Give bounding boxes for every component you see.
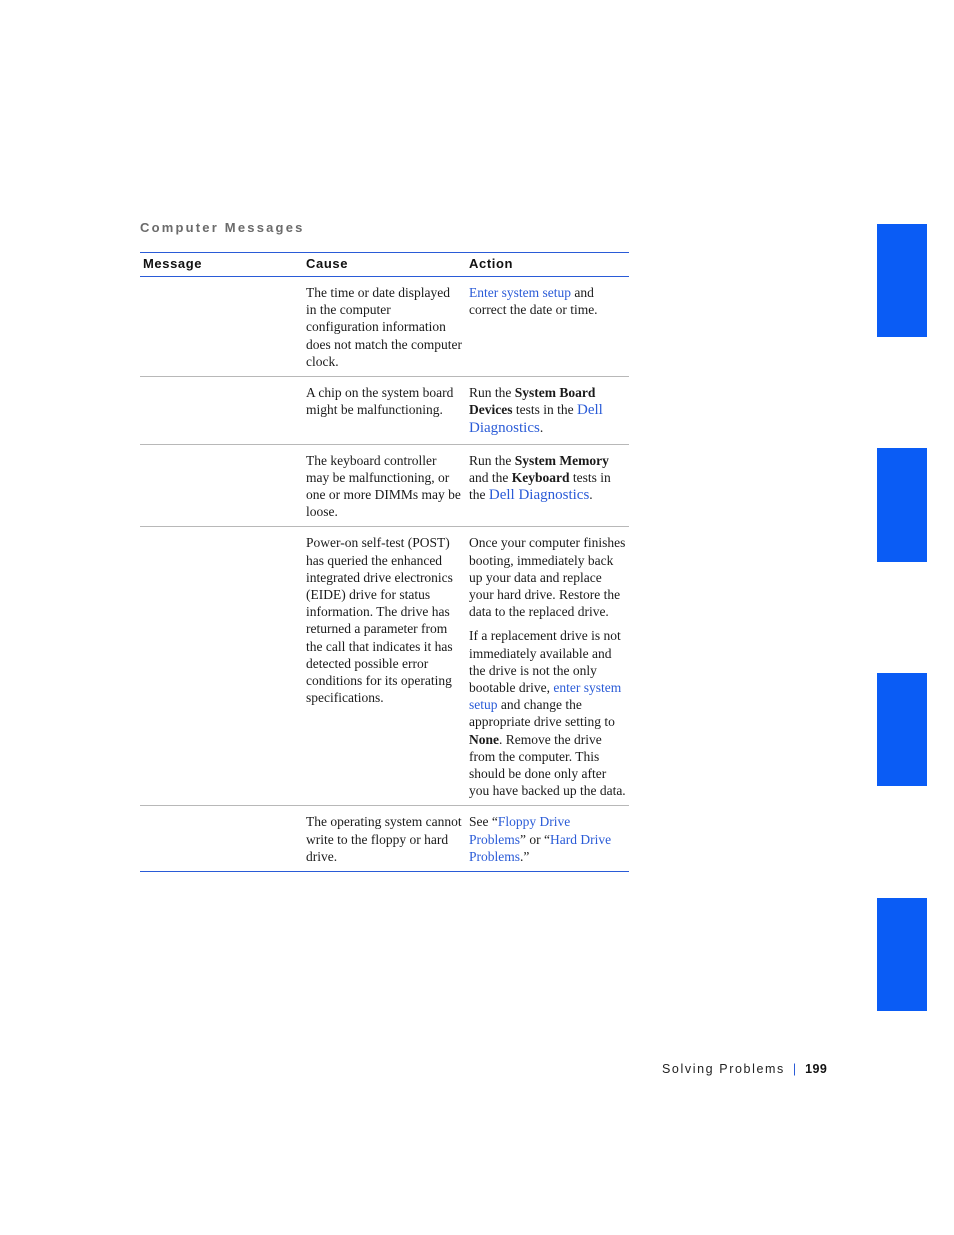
page-footer bbox=[662, 1062, 827, 1076]
table-row bbox=[140, 277, 629, 377]
table-row bbox=[140, 444, 629, 527]
test-name: System Memory bbox=[514, 452, 609, 468]
side-tab-marker bbox=[877, 898, 927, 1011]
action-text: and change the appropriate drive setting to bbox=[469, 697, 615, 730]
message-cell bbox=[140, 806, 303, 872]
cause-cell: The time or date displayed in the computer configuration information does not match the computer clock. bbox=[306, 285, 462, 369]
cause-cell: A chip on the system board might be malfunctioning. bbox=[303, 377, 466, 445]
table-row bbox=[140, 806, 629, 872]
test-name: Keyboard bbox=[511, 469, 570, 485]
side-tab-marker bbox=[877, 224, 927, 337]
action-paragraph: Once your computer finishes booting, immediately back up your data and replace your hard drive. Restore the data to the replaced drive. bbox=[469, 535, 626, 620]
message-cell bbox=[140, 444, 303, 527]
page-number: 199 bbox=[805, 1062, 828, 1076]
action-text: . bbox=[539, 420, 544, 436]
cause-cell: Power-on self-test (POST) has queried the enhanced integrated drive electronics (EIDE) drive for status information. The drive has returned a parameter from the call that indicates it has detected possible error conditions for its operating specifications. bbox=[303, 527, 466, 806]
action-text: . Remove the drive from the computer. This should be done only after you have backed up the data. bbox=[469, 731, 626, 799]
action-text: tests in the bbox=[469, 469, 611, 503]
side-tab-marker bbox=[877, 448, 927, 562]
header-cause: Cause bbox=[303, 253, 466, 277]
side-tab-marker bbox=[877, 673, 927, 786]
action-text: . bbox=[589, 487, 593, 503]
header-message: Message bbox=[140, 253, 303, 277]
footer-separator: | bbox=[792, 1062, 797, 1076]
hard-drive-problems-link[interactable]: Hard Drive Problems bbox=[469, 831, 612, 864]
action-text: and correct the date or time. bbox=[469, 285, 598, 318]
cause-cell: The keyboard controller may be malfunctioning, or one or more DIMMs may be loose. bbox=[303, 444, 466, 527]
action-cell bbox=[466, 527, 629, 806]
floppy-drive-problems-link[interactable]: Floppy Drive Problems bbox=[469, 814, 571, 847]
action-text: .” bbox=[520, 848, 530, 864]
action-cell bbox=[466, 377, 629, 445]
dell-diagnostics-link[interactable]: Dell Diagnostics bbox=[488, 487, 590, 504]
action-cell bbox=[466, 806, 629, 872]
action-text: Run the bbox=[469, 385, 515, 401]
cause-cell: The operating system cannot write to the floppy or hard drive. bbox=[303, 806, 466, 872]
message-cell bbox=[140, 527, 303, 806]
action-cell bbox=[466, 444, 629, 527]
action-text: and the bbox=[469, 469, 512, 485]
action-text: If a replacement drive is not immediately available and the drive is not the only bootable drive, bbox=[469, 628, 621, 696]
message-cell bbox=[140, 277, 303, 377]
dell-diagnostics-link[interactable]: Dell Diagnostics bbox=[469, 402, 603, 437]
table-header-row bbox=[140, 253, 629, 277]
action-text: Run the bbox=[469, 452, 515, 468]
message-cell bbox=[140, 377, 303, 445]
enter-system-setup-link[interactable]: enter system setup bbox=[469, 680, 622, 713]
footer-section-title: Solving Problems bbox=[662, 1062, 785, 1076]
action-text: tests in the bbox=[512, 402, 577, 418]
enter-system-setup-link[interactable]: Enter system setup bbox=[469, 285, 571, 300]
action-cell bbox=[466, 277, 629, 377]
header-action: Action bbox=[466, 253, 629, 277]
computer-messages-table bbox=[140, 252, 629, 872]
action-text: See “ bbox=[469, 814, 498, 830]
table-row bbox=[140, 377, 629, 445]
table-row bbox=[140, 527, 629, 806]
test-name: System Board Devices bbox=[469, 385, 596, 418]
section-title: Computer Messages bbox=[140, 220, 305, 235]
action-paragraph bbox=[469, 627, 626, 799]
action-text: ” or “ bbox=[520, 831, 550, 847]
setting-value: None bbox=[469, 731, 499, 747]
